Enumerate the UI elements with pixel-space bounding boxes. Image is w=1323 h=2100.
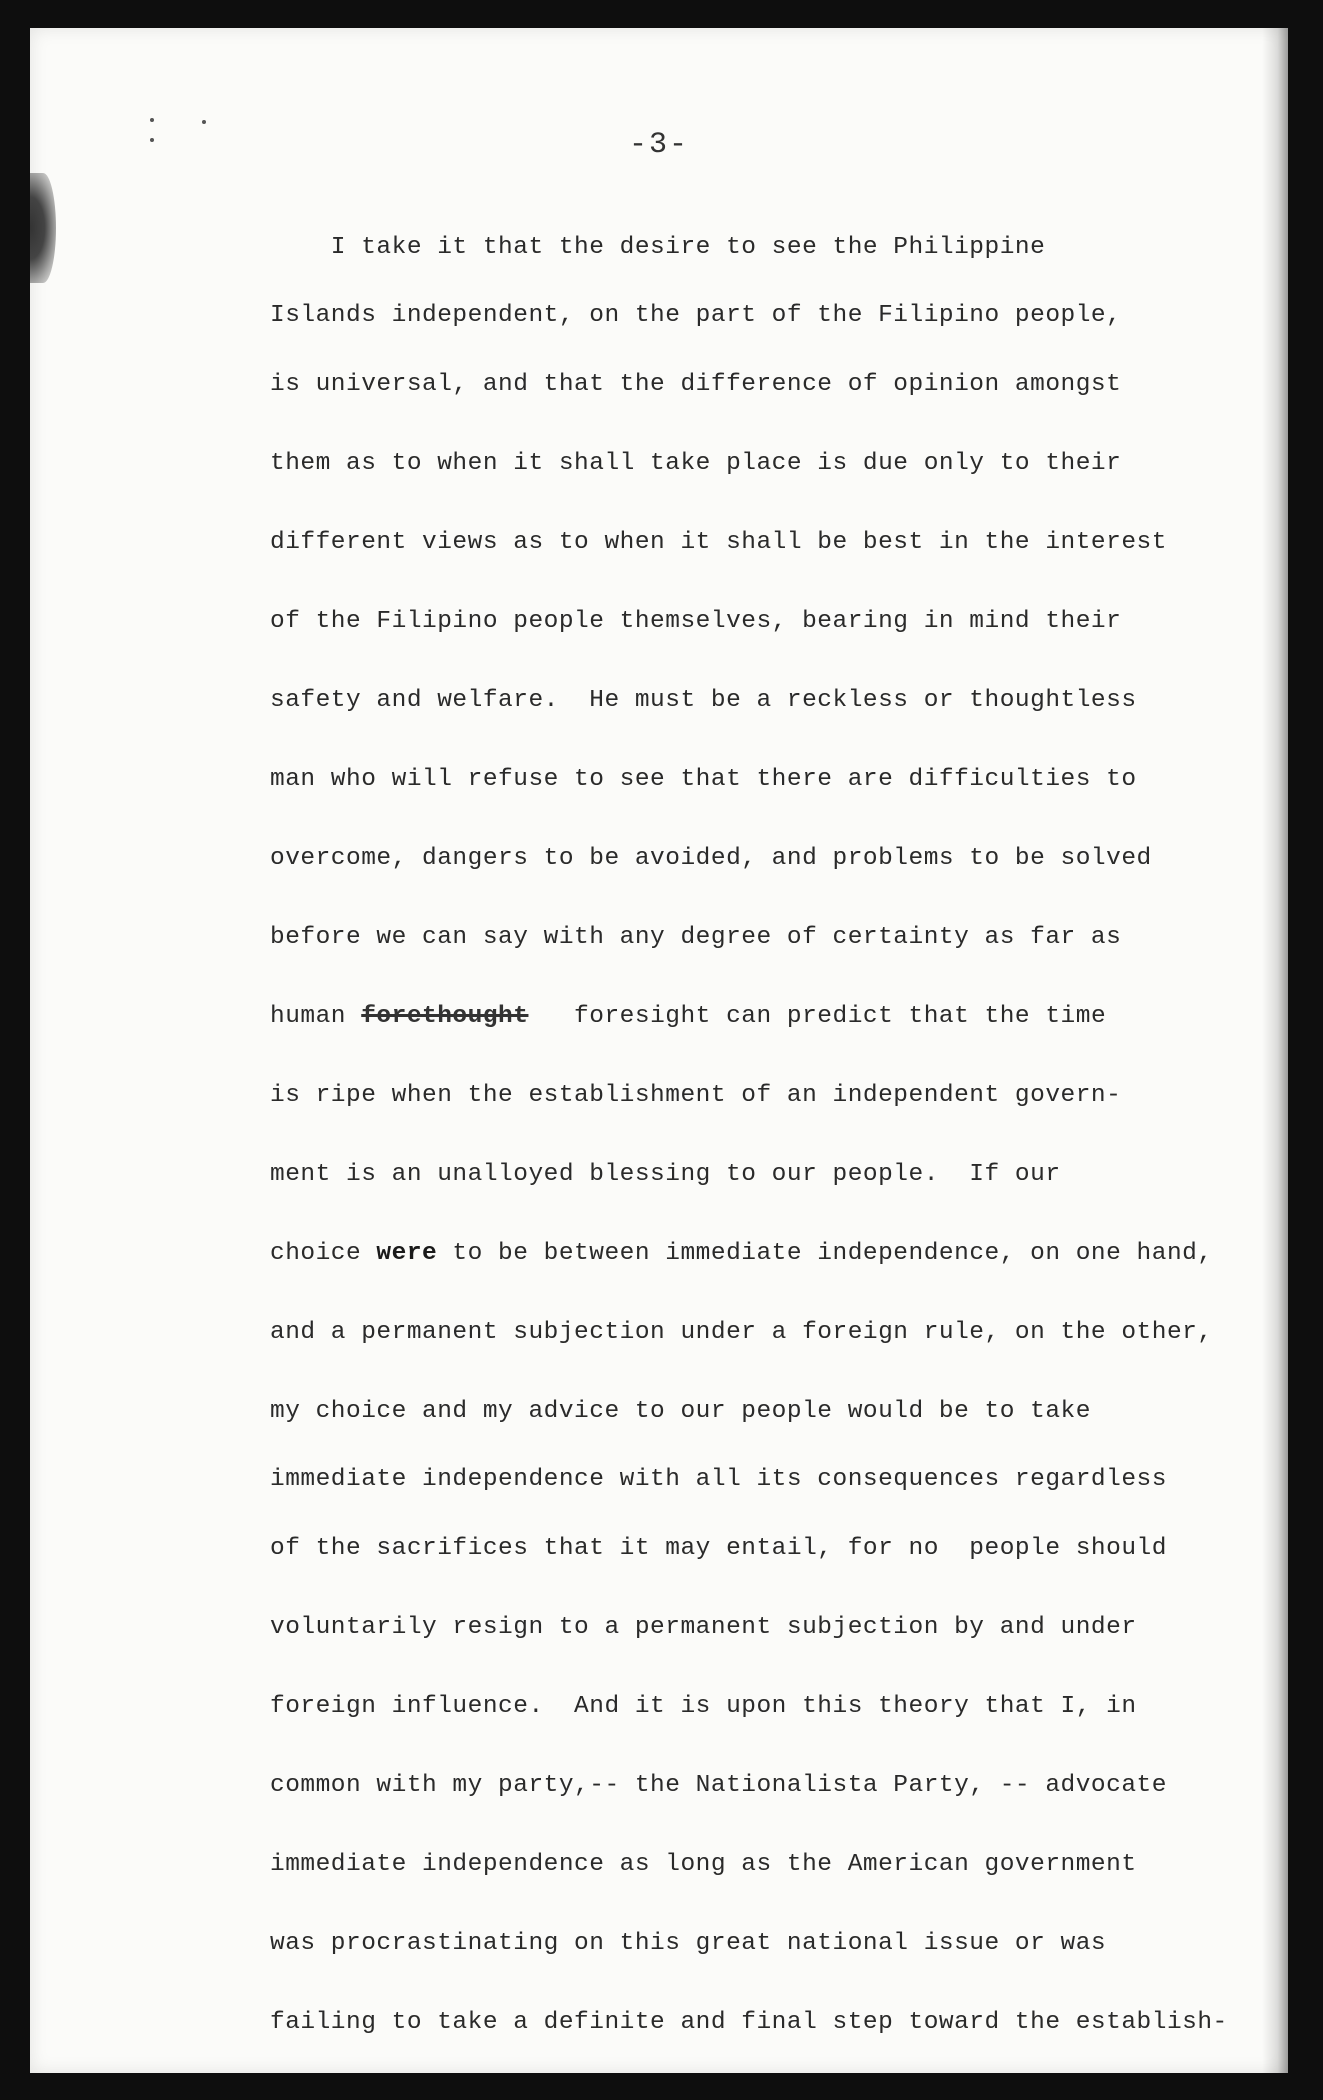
text-line-with-strikeout [270, 977, 1280, 1056]
text-line: overcome, dangers to be avoided, and problems to be solved [270, 845, 1152, 872]
document-page [30, 28, 1288, 2073]
text-line: of the sacrifices that it may entail, for no people should [270, 1535, 1167, 1562]
text-line: before we can say with any degree of certainty as far as [270, 924, 1122, 951]
text-line: Islands independent, on the part of the Filipino people, [270, 302, 1122, 329]
text-line: voluntarily resign to a permanent subjection by and under [270, 1614, 1137, 1641]
line-suffix: to be between immediate independence, on one hand, [437, 1240, 1213, 1267]
text-line: of the Filipino people themselves, bearing in mind their [270, 608, 1122, 635]
text-line: man who will refuse to see that there are difficulties to [270, 766, 1137, 793]
overstruck-word: were [376, 1240, 438, 1267]
text-line: I take it that the desire to see the Philippine [270, 234, 1046, 261]
text-line: is ripe when the establishment of an independent govern- [270, 1082, 1122, 1109]
text-line: was procrastinating on this great national issue or was [270, 1930, 1107, 1957]
text-line: foreign influence. And it is upon this theory that I, in [270, 1693, 1137, 1720]
text-line: them as to when it shall take place is due only to their [270, 450, 1122, 477]
text-line: different views as to when it shall be best in the interest [270, 529, 1167, 556]
text-line: common with my party,-- the Nationalista Party, -- advocate [270, 1772, 1167, 1799]
line-prefix: human [270, 1003, 362, 1030]
typed-letter-body [270, 208, 1280, 2062]
text-line: failing to take a definite and final step toward the establish- [270, 2009, 1228, 2036]
binder-hole [30, 173, 56, 283]
text-line: immediate independence with all its consequences regardless [270, 1466, 1167, 1493]
struck-out-word: forethought [361, 1003, 529, 1030]
text-line-with-overstrike [270, 1214, 1280, 1293]
text-line: and a permanent subjection under a foreign rule, on the other, [270, 1319, 1213, 1346]
text-line: is universal, and that the difference of opinion amongst [270, 371, 1122, 398]
speck-mark [150, 118, 154, 122]
text-line: ment is an unalloyed blessing to our people. If our [270, 1161, 1061, 1188]
page-number: -3- [628, 128, 689, 162]
line-suffix: foresight can predict that the time [528, 1003, 1107, 1030]
line-prefix: choice [270, 1240, 377, 1267]
text-line: safety and welfare. He must be a reckless or thoughtless [270, 687, 1137, 714]
text-line: immediate independence as long as the American government [270, 1851, 1137, 1878]
speck-mark [202, 120, 206, 124]
text-line: my choice and my advice to our people would be to take [270, 1398, 1091, 1425]
